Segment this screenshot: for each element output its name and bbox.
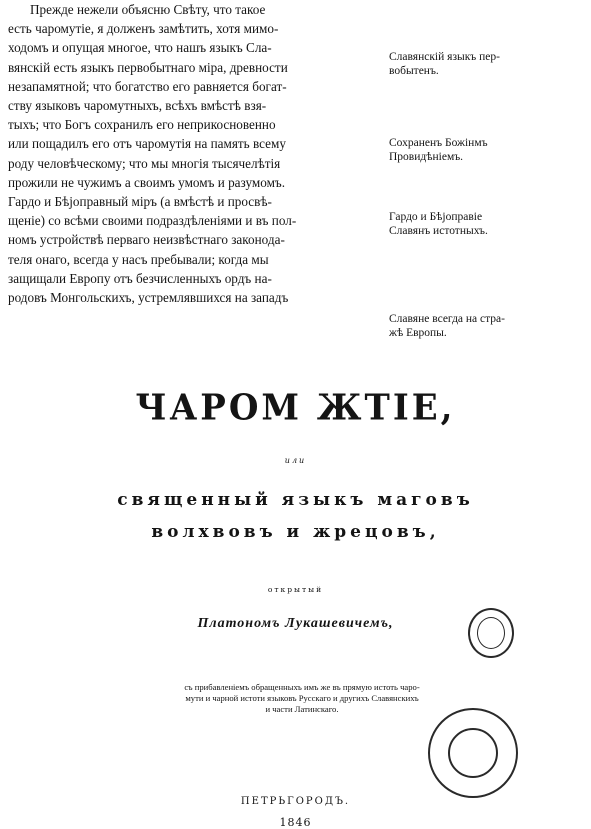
text-line: роду человѣческому; что мы многія тысячелѣтія — [8, 155, 281, 171]
text-line: Прежде нежели объясню Свѣту, что такое — [30, 2, 266, 17]
text-line: ходомъ и опущая многое, что нашъ языкъ Сла- — [8, 40, 272, 56]
margin-note-primordial: Славянскій языкъ пер- вобытенъ. — [389, 51, 500, 77]
text-page-fragment — [0, 0, 591, 350]
margin-note-guard: Славяне всегда на стра- жѣ Европы. — [389, 313, 505, 339]
margin-note-gardo: Гардо и Бѣјоправіе Славянъ истотныхъ. — [389, 211, 488, 237]
text-line: ству языковъ чаромутныхъ, всѣхъ вмѣстѣ взя- — [8, 98, 267, 114]
text-line: вянскій есть языкъ первобытнаго міра, древности — [8, 59, 288, 75]
book-title: ЧАРОМ ЖТІЕ, — [135, 387, 456, 429]
stamp-inner-ring — [477, 617, 505, 649]
margin-note-preserved: Сохраненъ Божінмъ Провидѣніемъ. — [389, 137, 488, 163]
text-line: защищали Европу отъ безчисленныхъ ордъ на- — [8, 270, 272, 286]
library-stamp-round-icon — [428, 708, 518, 798]
text-line: родовъ Монгольскихъ, устремлявшихся на западъ — [8, 290, 289, 306]
text-line: щеніе) со всѣми своими подраздѣленіями и въ пол- — [8, 213, 297, 229]
text-line: Гардо и Бѣјоправный міръ (а вмѣстѣ и просвѣ- — [8, 194, 272, 210]
or-connector: или — [284, 456, 307, 465]
text-line: незапамятной; что богатство его равняется богат- — [8, 78, 287, 94]
subtitle-line-1: священный языкъ маговъ — [117, 490, 474, 510]
text-line: тыхъ; что Богъ сохранилъ его неприкосновенно — [8, 117, 276, 133]
opened-by: открытый — [267, 585, 324, 594]
text-line: номъ устройствѣ перваго неизвѣстнаго законода- — [8, 232, 285, 248]
body-text — [8, 0, 382, 307]
subtitle-line-2: волхвовъ и жрецовъ, — [151, 522, 440, 542]
text-line: теля онаго, всегда у насъ пребывали; когда мы — [8, 251, 269, 267]
stamp-inner-ring — [448, 728, 498, 778]
text-line: есть чаромутіе, я долженъ замѣтить, хотя мимо- — [8, 21, 279, 37]
publication-city: ПЕТРЬГОРОДЪ. — [240, 796, 351, 807]
publication-year: 1846 — [279, 816, 312, 829]
author-name: Платономъ Лукашевичемъ, — [197, 616, 394, 631]
library-stamp-small-icon — [468, 608, 514, 658]
text-line: или пощадилъ его отъ чаромутія на память всему — [8, 136, 286, 152]
text-line: прожили не чужимъ а своимъ умомъ и разумомъ. — [8, 174, 286, 190]
addition-note: съ прибавленіемъ обращенныхъ имъ же въ прямую истоть чаро- мути и чарной истоти языковъ Русскаго и другихъ Славянскихъ и части Латинскаго. — [184, 682, 420, 714]
